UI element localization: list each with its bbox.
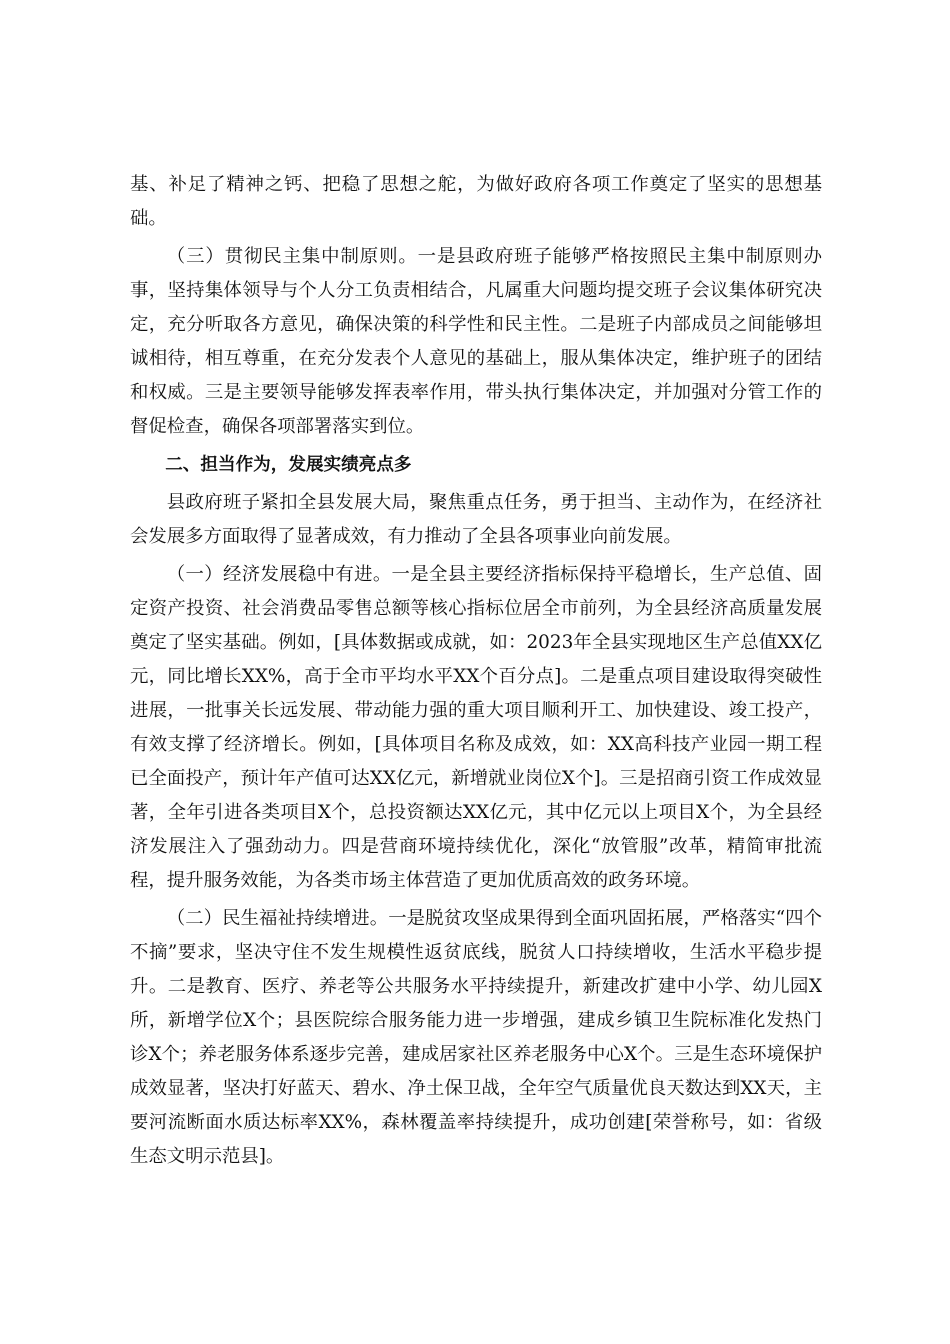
document-body (130, 168, 822, 1178)
paragraph-section-intro: 县政府班子紧扣全县发展大局，聚焦重点任务，勇于担当、主动作为，在经济社会发展多方面取得了显著成效，有力推动了全县各项事业向前发展。 (130, 492, 822, 547)
paragraph-economic-development: （一）经济发展稳中有进。一是全县主要经济指标保持平稳增长，生产总值、固定资产投资、社会消费品零售总额等核心指标位居全市前列，为全县经济高质量发展奠定了坚实基础。例如，[具体数据或成就，如：2023年全县实现地区生产总值XX亿元，同比增长XX%，高于全市平均水平XX个百分点]。二是重点项目建设取得突破性进展，一批事关长远发展、带动能力强的重大项目顺利开工、加快建设、竣工投产，有效支撑了经济增长。例如，[具体项目名称及成效，如：XX高科技产业园一期工程已全面投产，预计年产值可达XX亿元，新增就业岗位X个]。三是招商引资工作成效显著，全年引进各类项目X个，总投资额达XX亿元，其中亿元以上项目X个，为全县经济发展注入了强劲动力。四是营商环境持续优化，深化“放管服”改革，精简审批流程，提升服务效能，为各类市场主体营造了更加优质高效的政务环境。 (130, 564, 822, 891)
section-heading-2: 二、担当作为，发展实绩亮点多 (165, 455, 412, 475)
paragraph-livelihood: （二）民生福祉持续增进。一是脱贫攻坚成果得到全面巩固拓展，严格落实“四个不摘”要求，坚决守住不发生规模性返贫底线，脱贫人口持续增收，生活水平稳步提升。二是教育、医疗、养老等公共服务水平持续提升，新建改扩建中小学、幼儿园X所，新增学位X个；县医院综合服务能力进一步增强，建成乡镇卫生院标准化发热门诊X个；养老服务体系逐步完善，建成居家社区养老服务中心X个。三是生态环境保护成效显著，坚决打好蓝天、碧水、净土保卫战，全年空气质量优良天数达到XX天，主要河流断面水质达标率XX%，森林覆盖率持续提升，成功创建[荣誉称号，如：省级生态文明示范县]。 (130, 908, 822, 1167)
paragraph-democratic-centralism: （三）贯彻民主集中制原则。一是县政府班子能够严格按照民主集中制原则办事，坚持集体领导与个人分工负责相结合，凡属重大问题均提交班子会议集体研究决定，充分听取各方意见，确保决策的科学性和民主性。二是班子内部成员之间能够坦诚相待，相互尊重，在充分发表个人意见的基础上，服从集体决定，维护班子的团结和权威。三是主要领导能够发挥表率作用，带头执行集体决定，并加强对分管工作的督促检查，确保各项部署落实到位。 (130, 246, 822, 437)
paragraph-continuation: 基、补足了精神之钙、把稳了思想之舵，为做好政府各项工作奠定了坚实的思想基础。 (130, 174, 822, 229)
